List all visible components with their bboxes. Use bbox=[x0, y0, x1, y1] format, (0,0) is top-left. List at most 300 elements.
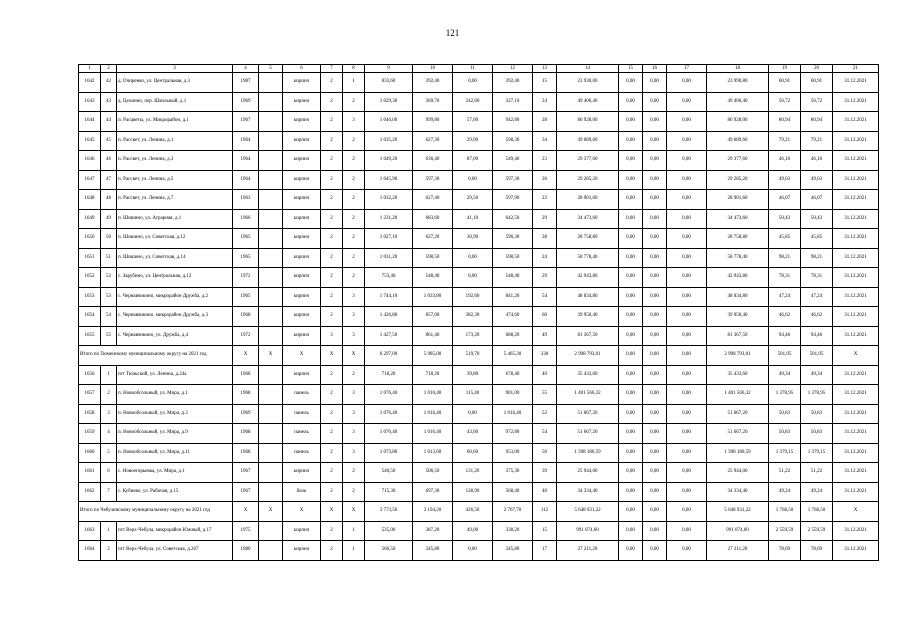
table-cell: 49,00 bbox=[453, 521, 493, 541]
column-number-cell: 1 bbox=[79, 65, 101, 73]
table-cell: 2 bbox=[343, 151, 365, 171]
address-cell: п. Рассвет, ул. Ленина, д.1 bbox=[117, 131, 233, 151]
table-cell: 2 559,59 bbox=[769, 521, 801, 541]
table-cell: 1 031,20 bbox=[365, 248, 413, 268]
table-cell: 1968 bbox=[233, 443, 259, 463]
table-row bbox=[79, 443, 879, 463]
table-cell: 47,24 bbox=[769, 287, 801, 307]
table-cell: 54 bbox=[101, 307, 117, 327]
table-cell: 1655 bbox=[79, 326, 101, 346]
table-cell: 0,00 bbox=[667, 190, 707, 210]
table-cell: 2 bbox=[343, 92, 365, 112]
table-cell: 45,85 bbox=[769, 229, 801, 249]
address-cell: п. Рассвет, ул. Ленина, д.5 bbox=[117, 170, 233, 190]
table-cell: 627,20 bbox=[413, 229, 453, 249]
table-cell: 597,30 bbox=[493, 170, 533, 190]
table-cell: панель bbox=[283, 443, 321, 463]
table-cell: 0,00 bbox=[619, 541, 643, 561]
table-cell: 1967 bbox=[233, 482, 259, 502]
total-cell: 501,05 bbox=[801, 346, 833, 366]
total-row bbox=[79, 346, 879, 366]
table-cell: 46,16 bbox=[801, 151, 833, 171]
table-cell: панель bbox=[283, 424, 321, 444]
column-number-cell: 5 bbox=[259, 65, 283, 73]
table-cell: 1 401 566,32 bbox=[557, 385, 619, 405]
address-cell: п. Шишино, ул. Аграрная, д.1 bbox=[117, 209, 233, 229]
table-cell: 953,00 bbox=[493, 443, 533, 463]
table-cell: 0,00 bbox=[667, 170, 707, 190]
table-cell: 2 bbox=[321, 190, 343, 210]
table-cell: 0,00 bbox=[643, 229, 667, 249]
table-cell: 1968 bbox=[233, 424, 259, 444]
column-number-cell: 12 bbox=[493, 65, 533, 73]
table-cell: 0,00 bbox=[667, 326, 707, 346]
total-cell: 426,50 bbox=[453, 502, 493, 522]
column-number-cell: 21 bbox=[833, 65, 879, 73]
table-row bbox=[79, 541, 879, 561]
table-cell: 942,80 bbox=[493, 112, 533, 132]
table-cell: 1 378,95 bbox=[801, 385, 833, 405]
table-cell: 49 bbox=[101, 209, 117, 229]
table-cell: 0,00 bbox=[667, 424, 707, 444]
table-cell: 715,30 bbox=[365, 482, 413, 502]
table-cell: 2 bbox=[343, 463, 365, 483]
table-cell: 861,40 bbox=[413, 326, 453, 346]
table-cell: 80 928,00 bbox=[557, 112, 619, 132]
table-cell: 3 bbox=[343, 404, 365, 424]
table-cell: 46,07 bbox=[769, 190, 801, 210]
table-cell: 2 bbox=[321, 463, 343, 483]
table-cell: 0,00 bbox=[619, 521, 643, 541]
table-cell: 0,00 bbox=[619, 92, 643, 112]
table-cell: 0,00 bbox=[619, 209, 643, 229]
table-row bbox=[79, 424, 879, 444]
table-cell: 0,00 bbox=[667, 268, 707, 288]
table-cell: 31.12.2021 bbox=[833, 248, 879, 268]
table-cell: 548,40 bbox=[493, 268, 533, 288]
table-cell: 1966 bbox=[233, 209, 259, 229]
table-cell bbox=[259, 541, 283, 561]
table-cell: 2 bbox=[321, 209, 343, 229]
table-cell: 78,69 bbox=[801, 541, 833, 561]
table-cell: 1964 bbox=[233, 131, 259, 151]
table-cell: 31.12.2021 bbox=[833, 424, 879, 444]
table-cell: 28 758,80 bbox=[707, 229, 769, 249]
table-cell: 46,07 bbox=[801, 190, 833, 210]
table-cell: 51 667,20 bbox=[707, 424, 769, 444]
table-cell bbox=[259, 463, 283, 483]
table-cell: 17 bbox=[533, 541, 557, 561]
table-cell: 81 367,50 bbox=[707, 326, 769, 346]
table-cell: 2 bbox=[321, 541, 343, 561]
table-cell: 991 074,60 bbox=[707, 521, 769, 541]
table-cell: 1 046,00 bbox=[365, 112, 413, 132]
table-cell bbox=[259, 482, 283, 502]
table-row bbox=[79, 73, 879, 93]
table-cell: 1662 bbox=[79, 482, 101, 502]
table-cell: 1 073,80 bbox=[365, 443, 413, 463]
table-cell: 27 211,20 bbox=[707, 541, 769, 561]
table-cell: 98,21 bbox=[769, 248, 801, 268]
total-label: Итого по Чебулинскому муниципальному округу на 2021 год bbox=[79, 502, 233, 522]
table-cell: 47 bbox=[101, 170, 117, 190]
table-cell: 2 bbox=[321, 131, 343, 151]
table-cell: 42 943,80 bbox=[557, 268, 619, 288]
table-row bbox=[79, 92, 879, 112]
table-cell: 30,90 bbox=[453, 229, 493, 249]
table-cell: 392,40 bbox=[413, 73, 453, 93]
table-cell bbox=[259, 209, 283, 229]
table-cell: 242,60 bbox=[453, 92, 493, 112]
table-cell: 678,40 bbox=[493, 365, 533, 385]
table-cell: 31.12.2021 bbox=[833, 170, 879, 190]
table-cell: 28 901,60 bbox=[707, 190, 769, 210]
table-cell: 1 427,50 bbox=[365, 326, 413, 346]
table-cell: 0,00 bbox=[667, 307, 707, 327]
table-cell: 49,03 bbox=[801, 170, 833, 190]
table-cell: 49 bbox=[533, 326, 557, 346]
total-cell: 0,00 bbox=[643, 502, 667, 522]
table-cell: 51 667,20 bbox=[557, 404, 619, 424]
table-cell: 1964 bbox=[233, 170, 259, 190]
table-cell bbox=[259, 521, 283, 541]
table-cell: 0,00 bbox=[453, 248, 493, 268]
total-label: Итого по Тюменскому муниципальному округу на 2021 год bbox=[79, 346, 233, 366]
total-cell: X bbox=[233, 346, 259, 366]
table-cell bbox=[259, 131, 283, 151]
table-cell: 1650 bbox=[79, 229, 101, 249]
total-cell: 330 bbox=[533, 346, 557, 366]
table-cell: 49 689,60 bbox=[557, 131, 619, 151]
table-row bbox=[79, 385, 879, 405]
table-cell: 34 bbox=[533, 131, 557, 151]
table-cell bbox=[259, 287, 283, 307]
table-cell: 31.12.2021 bbox=[833, 287, 879, 307]
table-cell: 548,40 bbox=[413, 268, 453, 288]
column-number-cell: 6 bbox=[283, 65, 321, 73]
table-cell: 382,30 bbox=[453, 307, 493, 327]
table-cell: 42 bbox=[101, 73, 117, 93]
table-cell: 1660 bbox=[79, 443, 101, 463]
table-cell: 49,34 bbox=[801, 365, 833, 385]
address-cell: п. Расцветы, ул. Микрорайон, д.1 bbox=[117, 112, 233, 132]
total-cell: 3 773,50 bbox=[365, 502, 413, 522]
table-cell: 28 901,60 bbox=[557, 190, 619, 210]
table-cell: 28 bbox=[533, 112, 557, 132]
table-cell: 1644 bbox=[79, 112, 101, 132]
table-cell: 568,40 bbox=[493, 482, 533, 502]
table-cell: 24 bbox=[533, 92, 557, 112]
address-cell: п. Новообсольный, ул. Мира, д.9 bbox=[117, 424, 233, 444]
table-cell: 0,00 bbox=[667, 151, 707, 171]
table-cell: 2 bbox=[321, 365, 343, 385]
table-cell: кирпич bbox=[283, 287, 321, 307]
table-cell bbox=[259, 112, 283, 132]
total-cell: 0,00 bbox=[667, 502, 707, 522]
total-cell: 2 998 793,01 bbox=[707, 346, 769, 366]
table-cell: 39,80 bbox=[453, 365, 493, 385]
table-cell: 58 778,40 bbox=[707, 248, 769, 268]
table-cell bbox=[259, 248, 283, 268]
table-cell: 48 834,80 bbox=[707, 287, 769, 307]
table-cell: 56,72 bbox=[769, 92, 801, 112]
table-cell: 42 943,80 bbox=[707, 268, 769, 288]
table-cell: 0,00 bbox=[619, 307, 643, 327]
table-cell: 51,22 bbox=[801, 463, 833, 483]
table-cell: 43 bbox=[101, 92, 117, 112]
table-cell: панель bbox=[283, 385, 321, 405]
table-cell: 1647 bbox=[79, 170, 101, 190]
total-cell: 0,00 bbox=[619, 346, 643, 366]
total-cell: X bbox=[343, 502, 365, 522]
table-cell: 0,00 bbox=[619, 190, 643, 210]
total-cell: 5 985,00 bbox=[413, 346, 453, 366]
table-cell: 51 667,20 bbox=[557, 424, 619, 444]
table-cell: 0,00 bbox=[619, 248, 643, 268]
table-cell: 0,00 bbox=[667, 365, 707, 385]
table-cell: 549,40 bbox=[493, 151, 533, 171]
table-cell: 0,00 bbox=[453, 541, 493, 561]
table-cell: 2 bbox=[343, 365, 365, 385]
column-number-cell: 7 bbox=[321, 65, 343, 73]
table-cell: 0,00 bbox=[643, 151, 667, 171]
table-cell: 45 bbox=[101, 131, 117, 151]
table-cell: 80 928,00 bbox=[707, 112, 769, 132]
table-cell: 31.12.2021 bbox=[833, 151, 879, 171]
total-row bbox=[79, 502, 879, 522]
table-cell: 598,30 bbox=[493, 131, 533, 151]
table-cell: 29,00 bbox=[453, 131, 493, 151]
table-cell: 58 778,40 bbox=[557, 248, 619, 268]
table-cell: 1968 bbox=[233, 385, 259, 405]
table-cell: 131,20 bbox=[453, 463, 493, 483]
table-cell: 2 bbox=[321, 287, 343, 307]
table-cell: 1 013,60 bbox=[413, 443, 453, 463]
table-cell: 98,21 bbox=[801, 248, 833, 268]
table-cell: 1964 bbox=[233, 151, 259, 171]
table-cell bbox=[259, 73, 283, 93]
table-cell: 49,24 bbox=[801, 482, 833, 502]
table-cell: 31.12.2021 bbox=[833, 307, 879, 327]
table-cell: 46,62 bbox=[769, 307, 801, 327]
table-cell: 2 bbox=[101, 541, 117, 561]
table-cell: 0,00 bbox=[667, 248, 707, 268]
table-cell: 49 406,40 bbox=[707, 92, 769, 112]
table-cell: 51,22 bbox=[769, 463, 801, 483]
table-cell: 1645 bbox=[79, 131, 101, 151]
table-cell: кирпич bbox=[283, 326, 321, 346]
table-cell: 1 029,30 bbox=[365, 92, 413, 112]
table-cell: 35 433,60 bbox=[707, 365, 769, 385]
table-cell: 1653 bbox=[79, 287, 101, 307]
table-cell: 23 990,80 bbox=[707, 73, 769, 93]
table-cell: кирпич bbox=[283, 92, 321, 112]
table-cell: 1 076,40 bbox=[365, 404, 413, 424]
register-table bbox=[78, 64, 879, 561]
table-cell bbox=[259, 424, 283, 444]
table-cell: 2 bbox=[321, 404, 343, 424]
table-cell: 1975 bbox=[233, 521, 259, 541]
table-cell: 1 032,20 bbox=[365, 190, 413, 210]
table-cell: кирпич bbox=[283, 463, 321, 483]
table-cell: 857,00 bbox=[413, 307, 453, 327]
table-cell: 2 bbox=[343, 190, 365, 210]
table-cell: 39 950,40 bbox=[707, 307, 769, 327]
table-cell: 0,00 bbox=[619, 287, 643, 307]
total-cell: X bbox=[283, 502, 321, 522]
table-cell: 0,00 bbox=[619, 463, 643, 483]
table-cell: 2 bbox=[321, 443, 343, 463]
table-cell: 28 758,80 bbox=[557, 229, 619, 249]
table-cell: 60,91 bbox=[801, 73, 833, 93]
table-cell: 327,10 bbox=[493, 92, 533, 112]
table-cell: 1 045,90 bbox=[365, 170, 413, 190]
table-cell: 48 bbox=[101, 190, 117, 210]
table-cell: 57,00 bbox=[453, 112, 493, 132]
table-cell: 27 211,20 bbox=[557, 541, 619, 561]
table-cell: 0,00 bbox=[667, 131, 707, 151]
address-cell: с. Чернавчикино, микрорайон Дружба, д.3 bbox=[117, 307, 233, 327]
table-cell: 972,80 bbox=[493, 424, 533, 444]
column-number-cell: 4 bbox=[233, 65, 259, 73]
table-cell: 0,00 bbox=[643, 443, 667, 463]
table-cell: 596,30 bbox=[493, 229, 533, 249]
table-cell: 345,80 bbox=[413, 541, 453, 561]
table-row bbox=[79, 170, 879, 190]
table-cell: 1661 bbox=[79, 463, 101, 483]
table-cell: 1649 bbox=[79, 209, 101, 229]
table-cell: 1 016,40 bbox=[493, 404, 533, 424]
table-cell: 0,00 bbox=[643, 404, 667, 424]
table-cell: кирпич bbox=[283, 73, 321, 93]
table-cell: 55 bbox=[533, 385, 557, 405]
table-cell: 6 bbox=[101, 463, 117, 483]
table-cell: 2 bbox=[321, 424, 343, 444]
table-cell: 1642 bbox=[79, 73, 101, 93]
table-cell: 2 bbox=[321, 307, 343, 327]
table-cell: 115,40 bbox=[453, 385, 493, 405]
table-cell: 1656 bbox=[79, 365, 101, 385]
address-cell: д. Целинно, пер. Школьный, д.1 bbox=[117, 92, 233, 112]
table-cell: 1 049,20 bbox=[365, 151, 413, 171]
table-cell: кирпич bbox=[283, 170, 321, 190]
table-cell: 0,00 bbox=[619, 268, 643, 288]
table-cell: 1 027,10 bbox=[365, 229, 413, 249]
table-cell: 0,00 bbox=[643, 307, 667, 327]
table-cell: 0,00 bbox=[619, 229, 643, 249]
table-cell: 0,00 bbox=[643, 131, 667, 151]
table-cell: 1 401 566,32 bbox=[707, 385, 769, 405]
address-cell: с. Новоегорьевка, ул. Мира, д.1 bbox=[117, 463, 233, 483]
table-cell: 0,00 bbox=[619, 112, 643, 132]
column-number-cell: 19 bbox=[769, 65, 801, 73]
table-cell: 0,00 bbox=[643, 463, 667, 483]
table-cell: 0,00 bbox=[619, 404, 643, 424]
table-cell: 1 033,80 bbox=[413, 287, 453, 307]
table-cell: 80,94 bbox=[769, 112, 801, 132]
table-cell: 56,72 bbox=[801, 92, 833, 112]
table-cell: 50,83 bbox=[769, 424, 801, 444]
table-cell: 50,83 bbox=[769, 404, 801, 424]
table-cell: 2 bbox=[321, 73, 343, 93]
table-cell: 7 bbox=[101, 482, 117, 502]
table-cell: 81 367,50 bbox=[557, 326, 619, 346]
table-cell: 29 285,20 bbox=[557, 170, 619, 190]
table-cell: 540,50 bbox=[365, 463, 413, 483]
total-cell: 501,05 bbox=[769, 346, 801, 366]
table-cell bbox=[259, 443, 283, 463]
table-cell: 683,60 bbox=[413, 209, 453, 229]
table-row bbox=[79, 307, 879, 327]
table-cell: 0,00 bbox=[619, 131, 643, 151]
table-cell: 39 950,40 bbox=[557, 307, 619, 327]
table-cell: 2 bbox=[101, 385, 117, 405]
table-cell: 29 377,60 bbox=[557, 151, 619, 171]
table-cell: 34 473,60 bbox=[707, 209, 769, 229]
table-cell bbox=[259, 307, 283, 327]
table-cell: 627,40 bbox=[413, 190, 453, 210]
table-cell: 0,00 bbox=[453, 268, 493, 288]
table-cell: 375,30 bbox=[493, 463, 533, 483]
table-cell: 0,00 bbox=[453, 73, 493, 93]
table-cell: 1 378,95 bbox=[769, 385, 801, 405]
table-cell: 34 334,40 bbox=[557, 482, 619, 502]
address-cell: с. Чернавчикино, ул. Дружба, д.4 bbox=[117, 326, 233, 346]
table-cell: 627,30 bbox=[413, 131, 453, 151]
address-cell: пгт Верх-Чебула, ул. Советская, д.267 bbox=[117, 541, 233, 561]
table-cell: 0,00 bbox=[643, 424, 667, 444]
table-cell: 841,20 bbox=[493, 287, 533, 307]
table-cell: 3 bbox=[343, 424, 365, 444]
table-cell: кирпич bbox=[283, 190, 321, 210]
table-cell: 2 bbox=[321, 229, 343, 249]
total-cell: 3 194,20 bbox=[413, 502, 453, 522]
table-cell: 1 076,40 bbox=[365, 385, 413, 405]
column-number-cell: 18 bbox=[707, 65, 769, 73]
table-cell: 1652 bbox=[79, 268, 101, 288]
table-cell: кирпич bbox=[283, 541, 321, 561]
table-cell: 192,60 bbox=[453, 287, 493, 307]
table-cell: 1 744,10 bbox=[365, 287, 413, 307]
table-cell: кирпич bbox=[283, 229, 321, 249]
table-cell: 52 bbox=[101, 268, 117, 288]
table-cell: 718,20 bbox=[413, 365, 453, 385]
table-cell: 0,00 bbox=[667, 287, 707, 307]
table-cell: 1646 bbox=[79, 151, 101, 171]
table-cell: 0,00 bbox=[643, 541, 667, 561]
table-cell bbox=[259, 365, 283, 385]
table-cell: 0,00 bbox=[643, 365, 667, 385]
table-cell: 642,50 bbox=[493, 209, 533, 229]
table-cell: кирпич bbox=[283, 151, 321, 171]
table-cell: 94,46 bbox=[769, 326, 801, 346]
table-row bbox=[79, 404, 879, 424]
table-cell: 718,20 bbox=[365, 365, 413, 385]
column-number-cell: 9 bbox=[365, 65, 413, 73]
table-cell: 833,60 bbox=[365, 73, 413, 93]
column-number-cell: 20 bbox=[801, 65, 833, 73]
table-cell: 54 bbox=[533, 287, 557, 307]
table-cell: 1972 bbox=[233, 268, 259, 288]
table-cell: 173,20 bbox=[453, 326, 493, 346]
table-cell: 47,24 bbox=[801, 287, 833, 307]
total-cell: 2 767,70 bbox=[493, 502, 533, 522]
table-cell: 0,00 bbox=[453, 404, 493, 424]
table-cell: 1 bbox=[343, 73, 365, 93]
table-cell: кирпич bbox=[283, 209, 321, 229]
table-cell: 23 bbox=[533, 151, 557, 171]
table-cell: 0,00 bbox=[643, 287, 667, 307]
